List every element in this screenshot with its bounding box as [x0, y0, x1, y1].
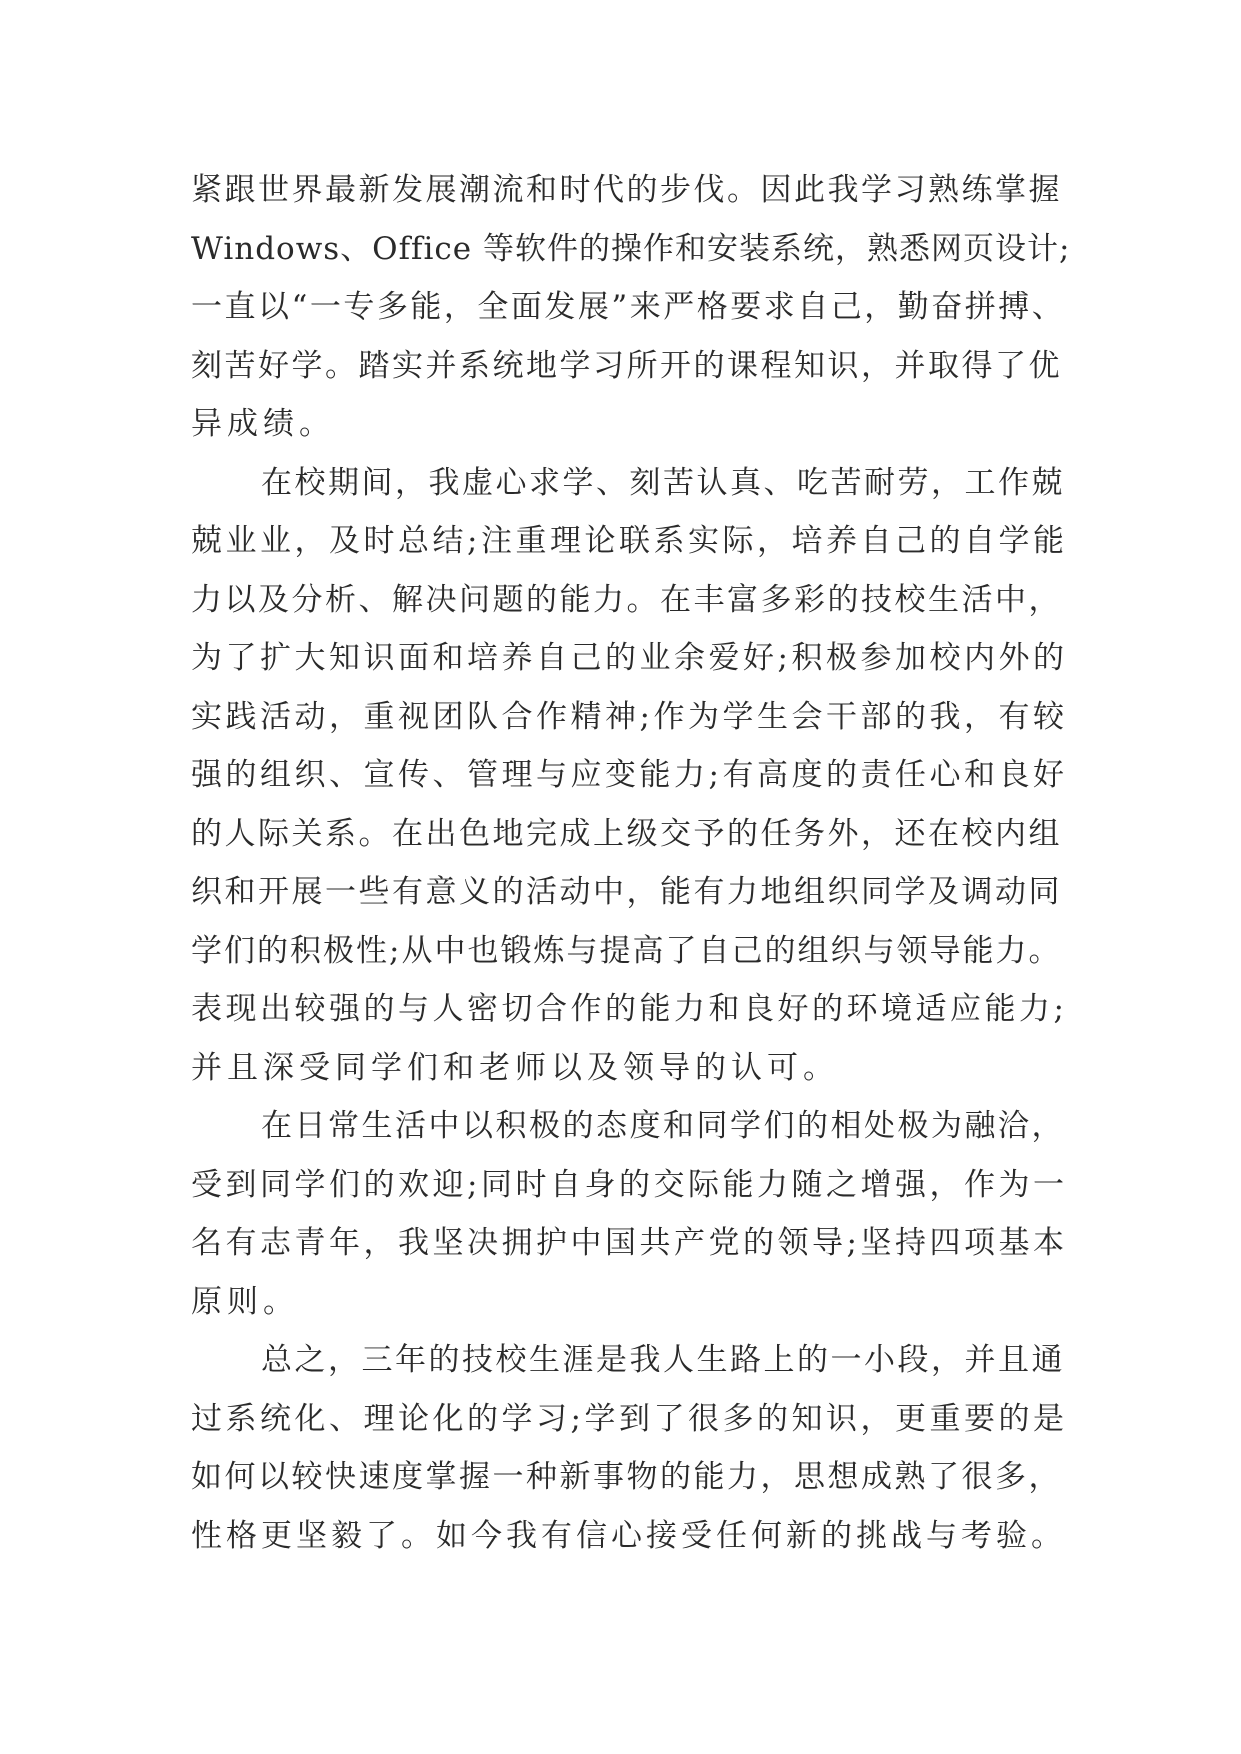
text-line: 如何以较快速度掌握一种新事物的能力，思想成熟了很多， — [191, 1459, 1062, 1495]
paragraph-start-line: 总之，三年的技校生涯是我人生路上的一小段，并且通 — [261, 1342, 1065, 1378]
text-line: 织和开展一些有意义的活动中，能有力地组织同学及调动同 — [191, 874, 1062, 910]
paragraph-start-line: 在校期间，我虚心求学、刻苦认真、吃苦耐劳，工作兢 — [261, 464, 1065, 501]
text-line: 兢业业，及时总结;注重理论联系实际，培养自己的自学能 — [191, 523, 1068, 559]
text-line: 紧跟世界最新发展潮流和时代的步伐。因此我学习熟练掌握 — [191, 172, 1062, 208]
document-body — [191, 161, 1071, 1565]
text-line: 异成绩。 — [191, 406, 335, 442]
text-line: 名有志青年，我坚决拥护中国共产党的领导;坚持四项基本 — [191, 1225, 1068, 1261]
text-line: 性格更坚毅了。如今我有信心接受任何新的挑战与考验。 — [191, 1517, 1066, 1554]
text-line: 原则。 — [191, 1283, 299, 1320]
text-line: 过系统化、理论化的学习;学到了很多的知识，更重要的是 — [191, 1400, 1068, 1437]
text-line: 一直以“一专多能，全面发展”来严格要求自己，勤奋拼搏、 — [191, 289, 1066, 325]
text-line: 并且深受同学们和老师以及领导的认可。 — [191, 1049, 839, 1086]
text-line: 力以及分析、解决问题的能力。在丰富多彩的技校生活中， — [191, 581, 1062, 618]
text-line: 受到同学们的欢迎;同时自身的交际能力随之增强，作为一 — [191, 1166, 1068, 1203]
text-line: 为了扩大知识面和培养自己的业余爱好;积极参加校内外的 — [191, 640, 1068, 676]
text-line: Windows、Office 等软件的操作和安装系统，熟悉网页设计; — [191, 230, 1071, 267]
text-line: 的人际关系。在出色地完成上级交予的任务外，还在校内组 — [191, 815, 1062, 852]
text-line: 实践活动，重视团队合作精神;作为学生会干部的我，有较 — [191, 698, 1068, 735]
text-line: 强的组织、宣传、管理与应变能力;有高度的责任心和良好 — [191, 757, 1068, 793]
paragraph-start-line: 在日常生活中以积极的态度和同学们的相处极为融洽， — [261, 1108, 1065, 1144]
text-line: 学们的积极性;从中也锻炼与提高了自己的组织与领导能力。 — [191, 932, 1062, 969]
text-line: 刻苦好学。踏实并系统地学习所开的课程知识，并取得了优 — [191, 347, 1062, 384]
text-line: 表现出较强的与人密切合作的能力和良好的环境适应能力; — [191, 991, 1068, 1027]
